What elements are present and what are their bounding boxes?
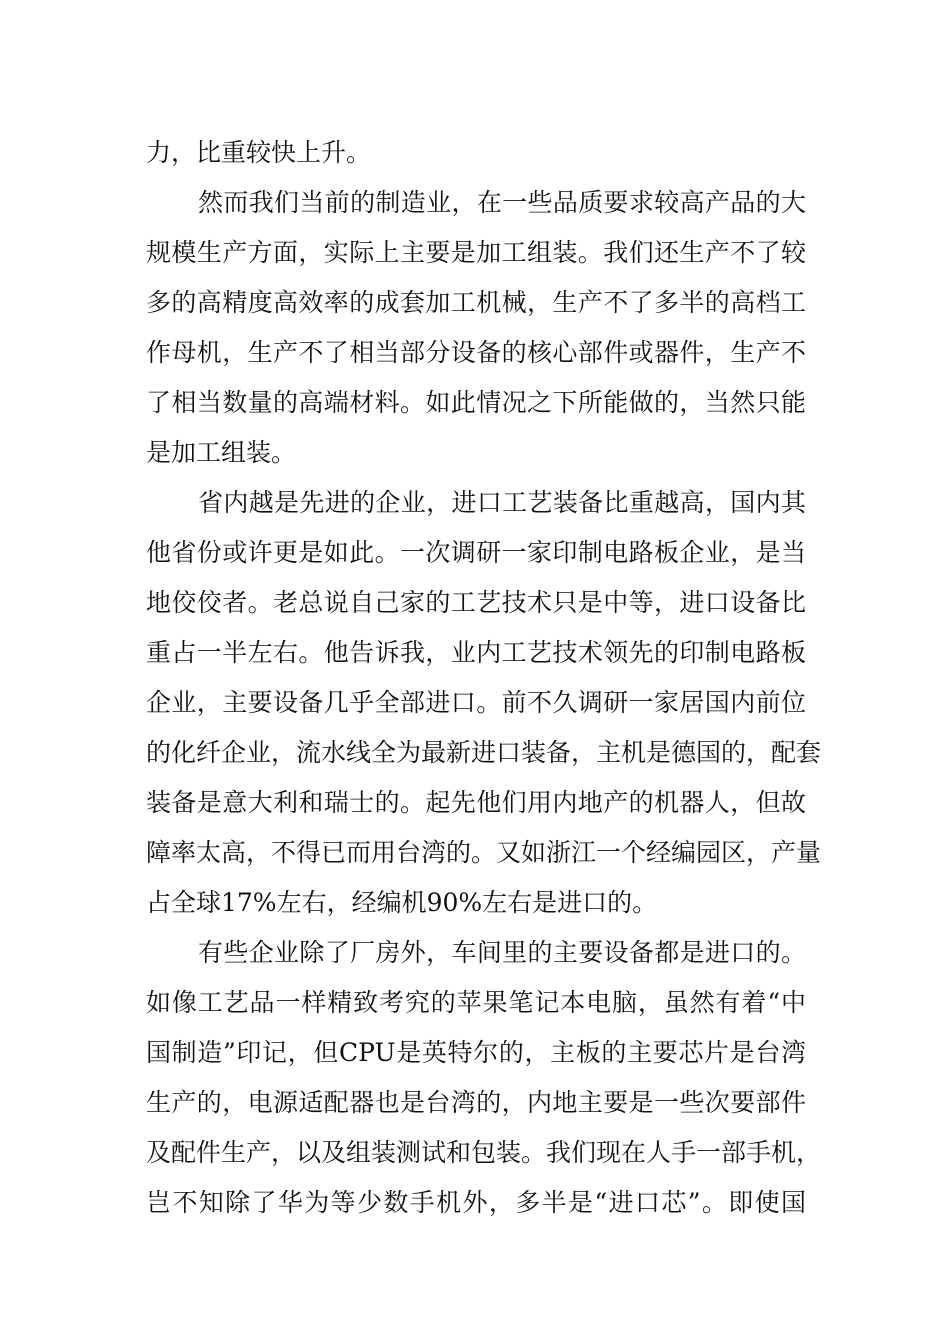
text-line: 如像工艺品一样精致考究的苹果笔记本电脑，虽然有着“中 bbox=[146, 988, 806, 1017]
text-line: 了相当数量的高端材料。如此情况之下所能做的，当然只能 bbox=[146, 388, 806, 417]
text-line: 重占一半左右。他告诉我，业内工艺技术领先的印制电路板 bbox=[146, 638, 806, 667]
text-line: 的化纤企业，流水线全为最新进口装备，主机是德国的，配套 bbox=[146, 738, 822, 767]
text-line: 占全球17%左右，经编机90%左右是进口的。 bbox=[146, 888, 658, 917]
text-line: 多的高精度高效率的成套加工机械，生产不了多半的高档工 bbox=[146, 288, 806, 317]
text-line: 国制造”印记，但CPU是英特尔的，主板的主要芯片是台湾 bbox=[146, 1038, 806, 1067]
text-line: 他省份或许更是如此。一次调研一家印制电路板企业，是当 bbox=[146, 538, 806, 567]
paragraph-first-line: 然而我们当前的制造业，在一些品质要求较高产品的大 bbox=[198, 188, 806, 217]
text-line: 地佼佼者。老总说自己家的工艺技术只是中等，进口设备比 bbox=[146, 588, 806, 617]
text-line: 规模生产方面，实际上主要是加工组装。我们还生产不了较 bbox=[146, 238, 806, 267]
text-line: 作母机，生产不了相当部分设备的核心部件或器件，生产不 bbox=[146, 338, 806, 367]
text-line: 及配件生产，以及组装测试和包装。我们现在人手一部手机， bbox=[146, 1138, 822, 1167]
text-line: 生产的，电源适配器也是台湾的，内地主要是一些次要部件 bbox=[146, 1088, 806, 1117]
text-line: 岂不知除了华为等少数手机外，多半是“进口芯”。即使国 bbox=[146, 1188, 806, 1217]
text-line: 企业，主要设备几乎全部进口。前不久调研一家居国内前位 bbox=[146, 688, 806, 717]
text-line: 装备是意大利和瑞士的。起先他们用内地产的机器人，但故 bbox=[146, 788, 806, 817]
paragraph-first-line: 有些企业除了厂房外，车间里的主要设备都是进口的。 bbox=[198, 938, 806, 967]
text-line: 障率太高，不得已而用台湾的。又如浙江一个经编园区，产量 bbox=[146, 838, 822, 867]
text-line: 是加工组装。 bbox=[146, 438, 297, 467]
text-line: 力，比重较快上升。 bbox=[146, 138, 372, 167]
body-text bbox=[146, 128, 822, 1228]
paragraph-first-line: 省内越是先进的企业，进口工艺装备比重越高，国内其 bbox=[198, 488, 806, 517]
